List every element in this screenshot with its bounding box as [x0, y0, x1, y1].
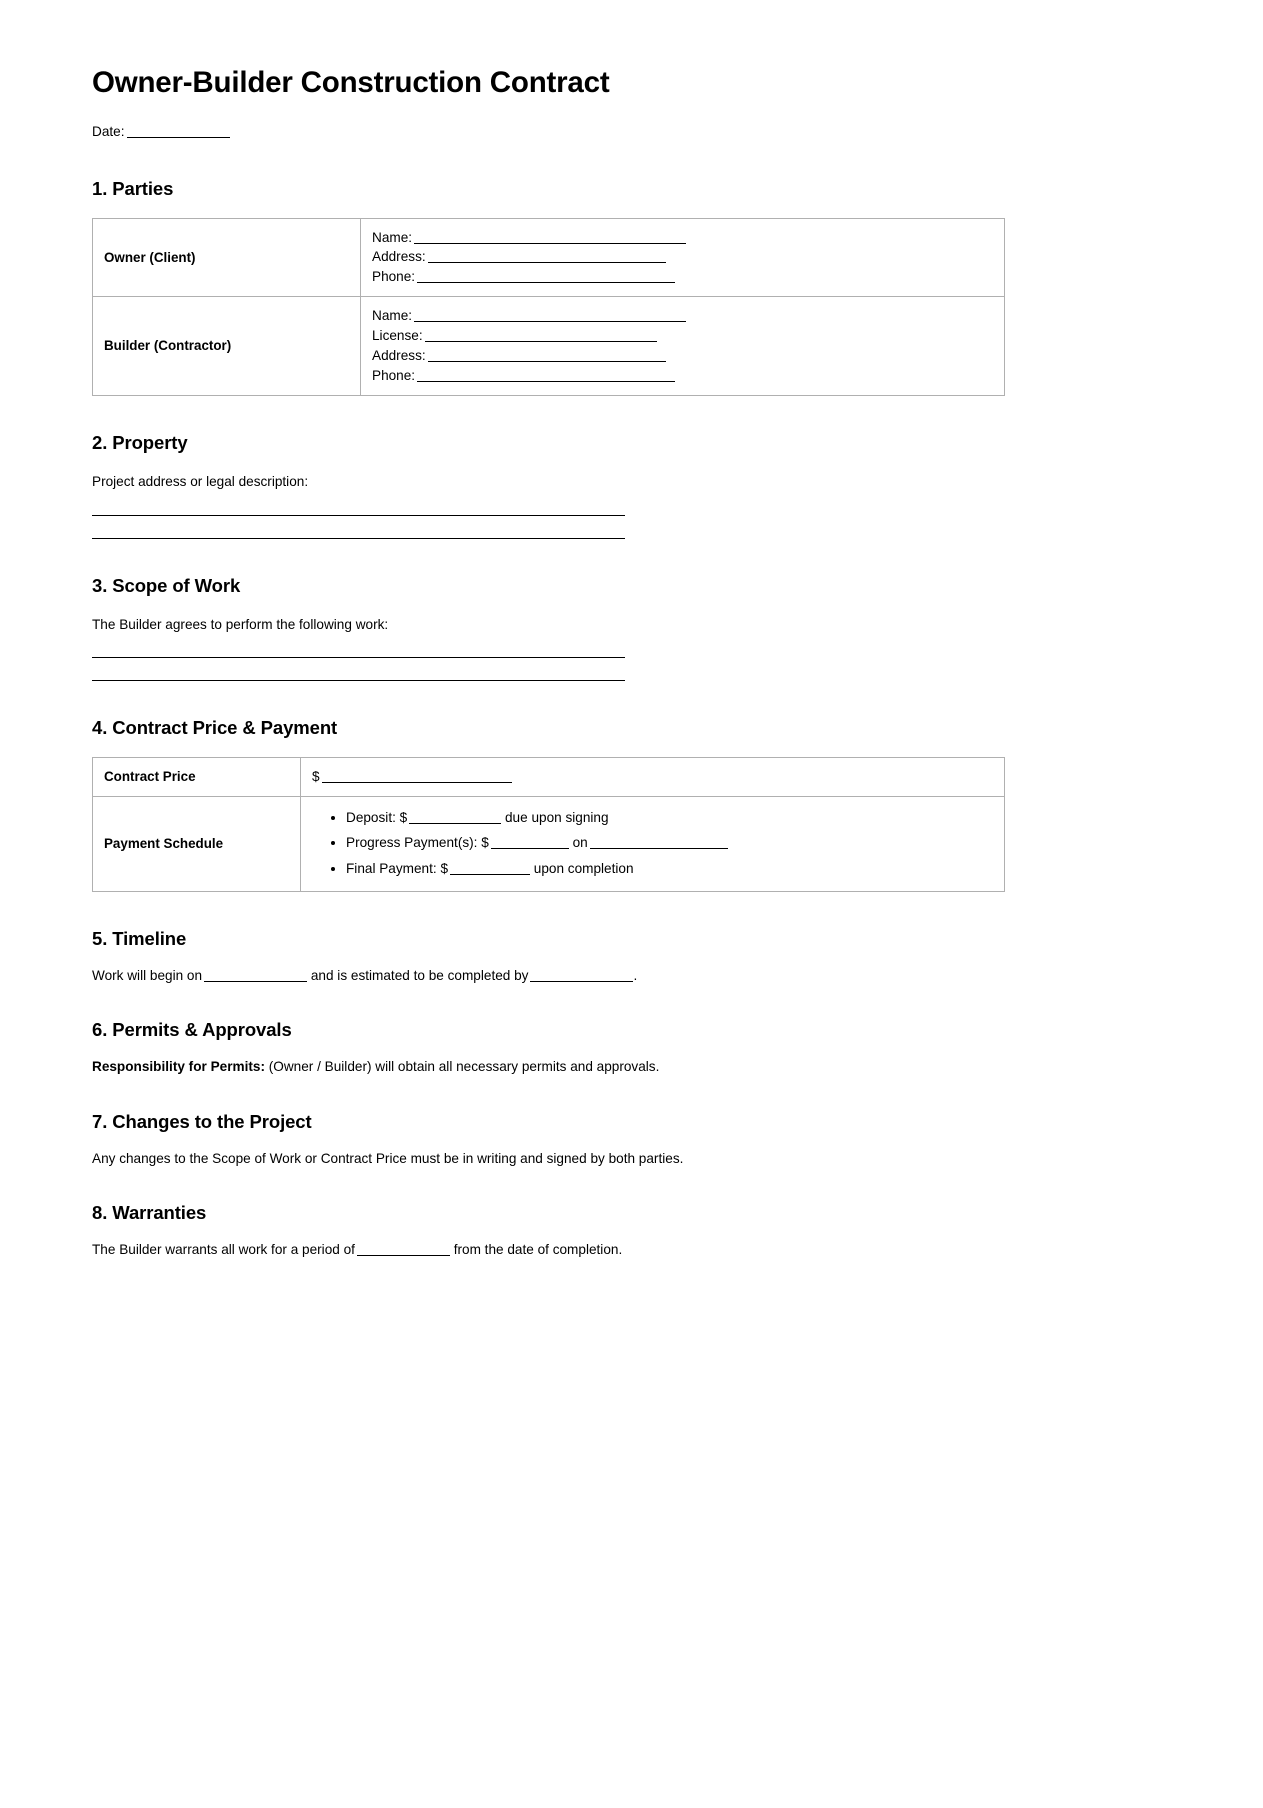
property-blank-lines [92, 515, 1171, 539]
builder-fields-cell [361, 297, 1005, 396]
heading-changes: 7. Changes to the Project [92, 1110, 312, 1132]
timeline-part1: Work will begin on [92, 967, 203, 983]
permits-text [92, 1057, 1171, 1077]
builder-phone-field [372, 366, 993, 386]
party-role-builder: Builder (Contractor) [93, 297, 361, 396]
field-label: Name: [372, 229, 413, 245]
end-date-blank[interactable] [530, 968, 633, 982]
field-label: Phone: [372, 368, 416, 384]
builder-phone-blank[interactable] [417, 368, 675, 382]
scope-blank-lines [92, 657, 1171, 681]
list-item [346, 833, 993, 854]
warranty-period-blank[interactable] [357, 1243, 450, 1257]
owner-address-field [372, 247, 993, 267]
builder-license-field [372, 326, 993, 346]
heading-parties: 1. Parties [92, 178, 174, 200]
scope-prompt: The Builder agrees to perform the following work: [92, 617, 389, 633]
heading-timeline: 5. Timeline [92, 927, 187, 949]
deposit-amount-blank[interactable] [409, 810, 501, 824]
table-row [93, 218, 1005, 297]
heading-permits: 6. Permits & Approvals [92, 1019, 292, 1041]
builder-license-blank[interactable] [425, 328, 657, 342]
final-amount-blank[interactable] [450, 861, 530, 875]
final-label: Final Payment: $ [346, 860, 448, 876]
builder-name-blank[interactable] [414, 309, 686, 323]
owner-phone-blank[interactable] [417, 270, 675, 284]
changes-text: Any changes to the Scope of Work or Contract Price must be in writing and signed by both parties. [92, 1150, 684, 1166]
builder-address-blank[interactable] [428, 348, 666, 362]
payment-schedule-label: Payment Schedule [93, 796, 301, 891]
progress-label: Progress Payment(s): $ [346, 835, 489, 851]
permits-body: (Owner / Builder) will obtain all necessary permits and approvals. [264, 1059, 660, 1075]
timeline-part3: . [633, 967, 638, 983]
property-prompt: Project address or legal description: [92, 474, 309, 490]
owner-name-field [372, 228, 993, 248]
contract-price-value-cell [301, 757, 1005, 796]
price-payment-table [92, 757, 1005, 892]
contract-price-label: Contract Price [93, 757, 301, 796]
heading-property: 2. Property [92, 432, 188, 454]
deposit-label: Deposit: $ [346, 809, 408, 825]
date-line [92, 122, 1171, 142]
list-item [346, 859, 993, 880]
warranties-text [92, 1240, 1171, 1260]
field-label: Name: [372, 308, 413, 324]
start-date-blank[interactable] [204, 968, 307, 982]
final-tail: upon completion [533, 860, 634, 876]
payment-schedule-cell [301, 796, 1005, 891]
blank-line[interactable] [92, 680, 625, 681]
contract-price-field [312, 769, 512, 784]
blank-line[interactable] [92, 657, 625, 658]
owner-name-blank[interactable] [414, 230, 686, 244]
progress-mid: on [572, 835, 588, 851]
deposit-tail: due upon signing [505, 809, 609, 825]
heading-price: 4. Contract Price & Payment [92, 717, 338, 739]
builder-address-field [372, 346, 993, 366]
list-item [346, 808, 993, 829]
field-label: License: [372, 328, 423, 344]
owner-address-blank[interactable] [428, 250, 666, 264]
blank-line[interactable] [92, 515, 625, 516]
progress-amount-blank[interactable] [491, 835, 569, 849]
date-blank[interactable] [127, 124, 230, 138]
warranties-part1: The Builder warrants all work for a period of [92, 1242, 355, 1258]
owner-phone-field [372, 267, 993, 287]
timeline-part2: and is estimated to be completed by [310, 967, 529, 983]
party-role-owner: Owner (Client) [93, 218, 361, 297]
contract-price-blank[interactable] [322, 769, 512, 783]
heading-scope: 3. Scope of Work [92, 574, 241, 596]
field-label: Phone: [372, 269, 416, 285]
table-row [93, 796, 1005, 891]
field-label: Address: [372, 348, 426, 364]
warranties-part2: from the date of completion. [453, 1242, 623, 1258]
owner-fields-cell [361, 218, 1005, 297]
currency-symbol: $ [312, 768, 320, 784]
table-row [93, 757, 1005, 796]
timeline-text [92, 966, 1171, 986]
field-label: Address: [372, 249, 426, 265]
blank-line[interactable] [92, 538, 625, 539]
parties-table [92, 218, 1005, 397]
progress-date-blank[interactable] [590, 835, 728, 849]
permits-bold-lead: Responsibility for Permits: [92, 1059, 265, 1075]
page-title: Owner-Builder Construction Contract [92, 66, 610, 99]
heading-warranties: 8. Warranties [92, 1202, 207, 1224]
payment-schedule-list [312, 808, 993, 880]
table-row [93, 297, 1005, 396]
builder-name-field [372, 306, 993, 326]
date-label: Date: [92, 123, 125, 139]
